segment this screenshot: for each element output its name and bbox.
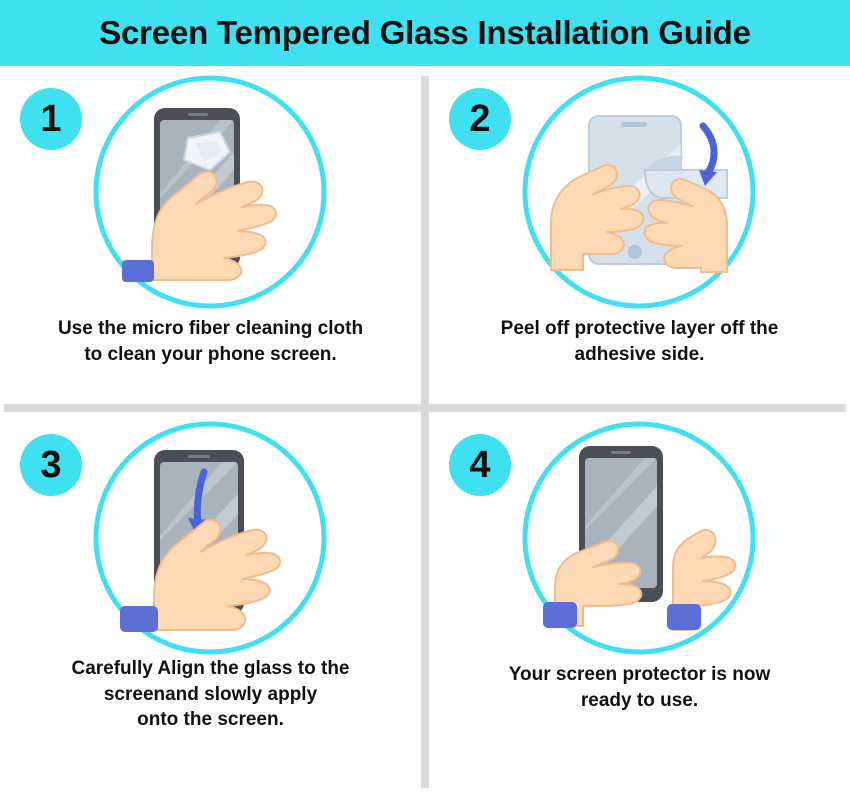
step-card-3 — [0, 412, 421, 750]
caption-line: screenand slowly apply — [103, 683, 318, 705]
step-illustration-4 — [521, 420, 757, 656]
step-card-1 — [0, 66, 421, 404]
caption-line: to clean your phone screen. — [84, 343, 337, 365]
caption-line: ready to use. — [580, 689, 699, 711]
step-caption-3 — [18, 656, 403, 733]
step-card-2 — [429, 66, 850, 404]
page-title: Screen Tempered Glass Installation Guide — [99, 14, 751, 51]
step-number-badge-4: 4 — [449, 434, 511, 496]
step-illustration-3 — [92, 420, 328, 656]
vertical-divider — [421, 76, 429, 788]
step-number-badge-2: 2 — [449, 88, 511, 150]
poster-header — [0, 0, 850, 66]
step-number-badge-1: 1 — [20, 88, 82, 150]
step-caption-1 — [18, 316, 403, 367]
step-illustration-2 — [521, 74, 757, 310]
caption-line: onto the screen. — [137, 709, 284, 731]
step-illustration-1 — [92, 74, 328, 310]
caption-line: Carefully Align the glass to the — [71, 658, 350, 679]
step-caption-2 — [447, 316, 832, 367]
step-number-badge-3: 3 — [20, 434, 82, 496]
caption-line: adhesive side. — [574, 343, 705, 365]
step-card-4 — [429, 412, 850, 750]
horizontal-divider — [4, 404, 846, 412]
caption-line: Your screen protector is now — [508, 664, 771, 685]
caption-line: Peel off protective layer off the — [500, 318, 779, 339]
caption-line: Use the micro fiber cleaning cloth — [57, 318, 364, 339]
step-caption-4 — [447, 662, 832, 713]
steps-grid — [0, 66, 850, 798]
